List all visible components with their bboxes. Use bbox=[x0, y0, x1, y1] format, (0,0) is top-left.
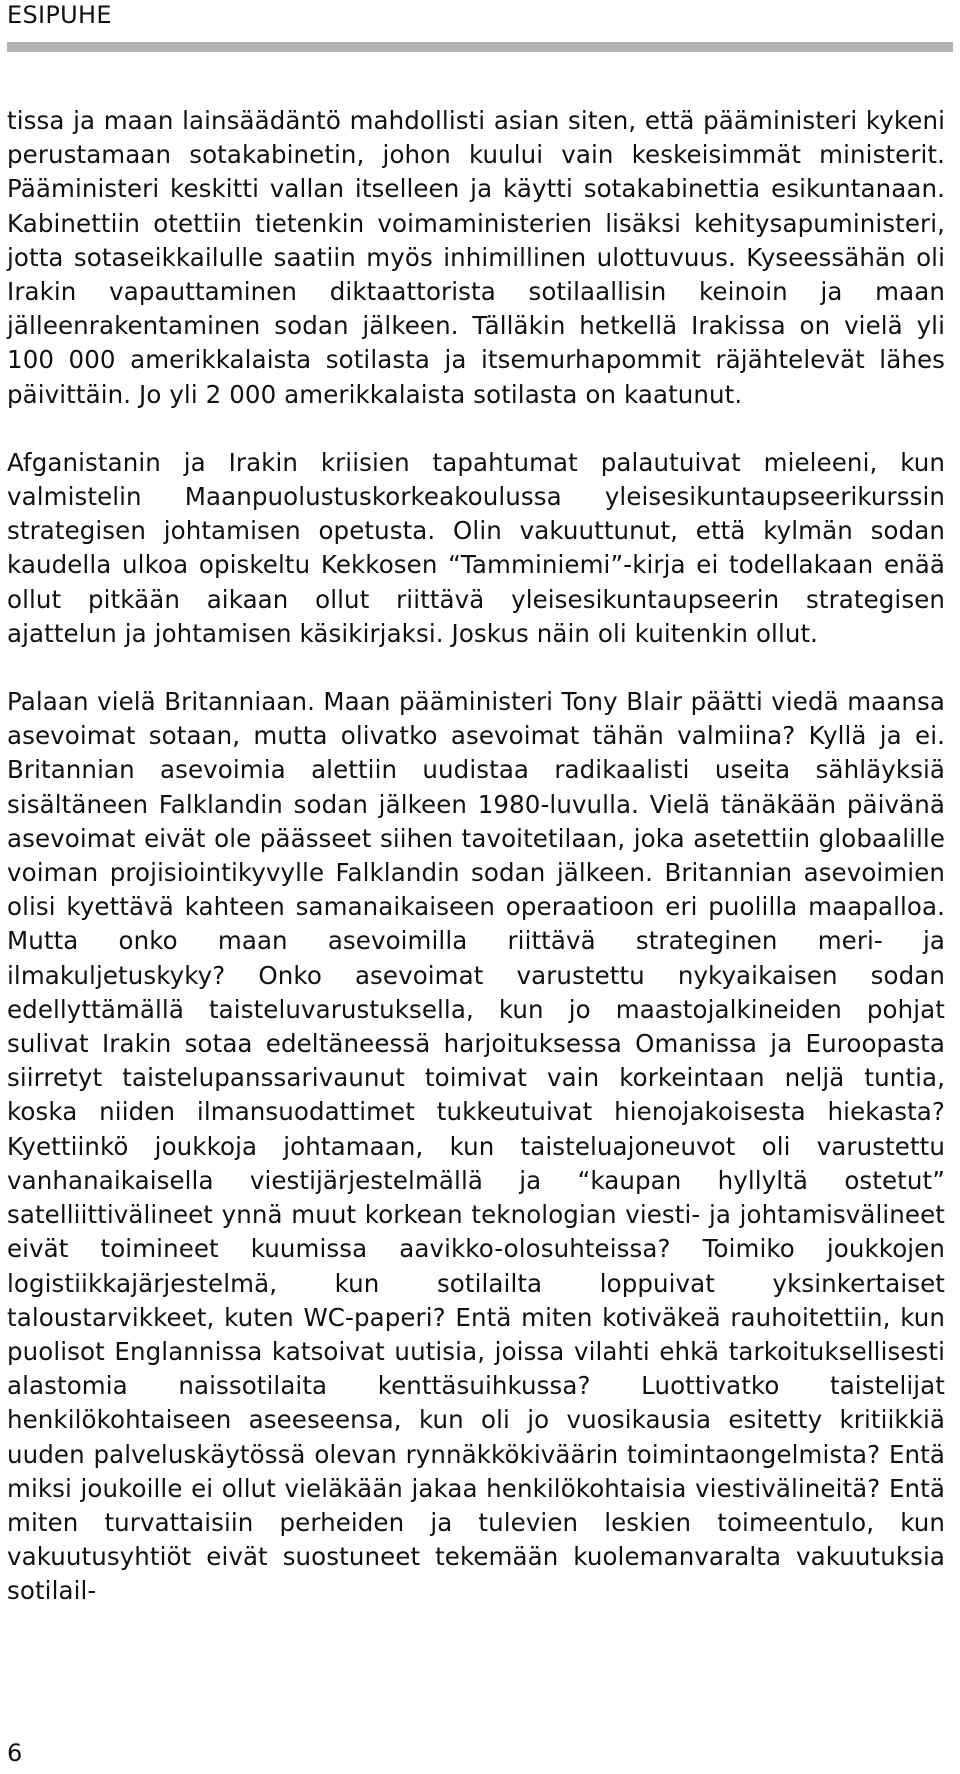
header-rule bbox=[7, 42, 953, 52]
paragraph-1: tissa ja maan lainsäädäntö mahdollisti asian siten, että pääministeri kykeni perustamaan sotakabinetin, johon kuului vain keskeisimmät ministerit. Pääministeri keskitti vallan itselleen ja käytti sotakabinettia esikuntanaan. Kabinettiin otettiin tietenkin voimaministerien lisäksi kehitysapuministeri, jotta sotaseikkailulle saatiin myös inhimillinen ulottuvuus. Kyseessähän oli Irakin vapauttaminen diktaattorista sotilaallisin keinoin ja maan jälleenrakentaminen sodan jälkeen. Tälläkin hetkellä Irakissa on vielä yli 100 000 amerikkalaista sotilasta ja itsemurhapommit räjähtelevät lähes päivittäin. Jo yli 2 000 amerikkalaista sotilasta on kaatunut. bbox=[7, 106, 945, 409]
body-text bbox=[7, 104, 945, 1643]
page-number: 6 bbox=[7, 1739, 23, 1767]
running-head-section-title: ESIPUHE bbox=[7, 1, 112, 29]
paragraph-2: Afganistanin ja Irakin kriisien tapahtumat palautuivat mieleeni, kun valmistelin Maanpuolustuskorkeakoulussa yleisesikuntaupseerikurssin strategisen johtamisen opetusta. Olin vakuuttunut, että kylmän sodan kaudella ulkoa opiskeltu Kekkosen “Tamminiemi”-kirja ei todellakaan enää ollut pitkään aikaan ollut riittävä yleisesikuntaupseerin strategisen ajattelun ja johtamisen käsikirjaksi. Joskus näin oli kuitenkin ollut. bbox=[7, 447, 945, 648]
paragraph-3: Palaan vielä Britanniaan. Maan pääministeri Tony Blair päätti viedä maansa asevoimat sotaan, mutta olivatko asevoimat tähän valmiina? Kyllä ja ei. Britannian asevoimia alettiin uudistaa radikaalisti useita sähläyksiä sisältäneen Falklandin sodan jälkeen 1980-luvulla. Vielä tänäkään päivänä asevoimat eivät ole päässeet siihen tavoitetilaan, joka asetettiin globaalille voiman projisiointikyvylle Falklandin sodan jälkeen. Britannian asevoimien olisi kyettävä kahteen samanaikaiseen operaatioon eri puolilla maapalloa. Mutta onko maan asevoimilla riittävä strateginen meri- ja ilmakuljetuskyky? Onko asevoimat varustettu nykyaikaisen sodan edellyttämällä taisteluvarustuksella, kun jo maastojalkineiden pohjat sulivat Irakin sotaa edeltäneessä harjoituksessa Omanissa ja Euroopasta siirretyt taistelupanssarivaunut toimivat vain korkeintaan neljä tuntia, koska niiden ilmansuodattimet tukkeutuivat hienojakoisesta hiekasta? Kyettiinkö joukkoja johtamaan, kun taisteluajoneuvot oli varustettu vanhanaikaisella viestijärjestelmällä ja “kaupan hyllyltä ostetut” satelliittivälineet ynnä muut korkean teknologian viesti- ja johtamisvälineet eivät toimineet kuumissa aavikko-olosuhteissa? Toimiko joukkojen logistiikkajärjestelmä, kun sotilailta loppuivat yksinkertaiset taloustarvikkeet, kuten WC-paperi? Entä miten kotiväkeä rauhoitettiin, kun puolisot Englannissa katsoivat uutisia, joissa vilahti ehkä tarkoituksellisesti alastomia naissotilaita kenttäsuihkussa? Luottivatko taistelijat henkilökohtaiseen aseeseensa, kun oli jo vuosikausia esitetty kritiikkiä uuden palveluskäytössä olevan rynnäkkökiväärin toimintaongelmista? Entä miksi joukoille ei ollut vieläkään jakaa henkilökohtaisia viestivälineitä? Entä miten turvattaisiin perheiden ja tulevien leskien toimeentulo, kun vakuutusyhtiöt eivät suostuneet tekemään kuolemanvaralta vakuutuksia sotilail- bbox=[7, 687, 945, 1606]
